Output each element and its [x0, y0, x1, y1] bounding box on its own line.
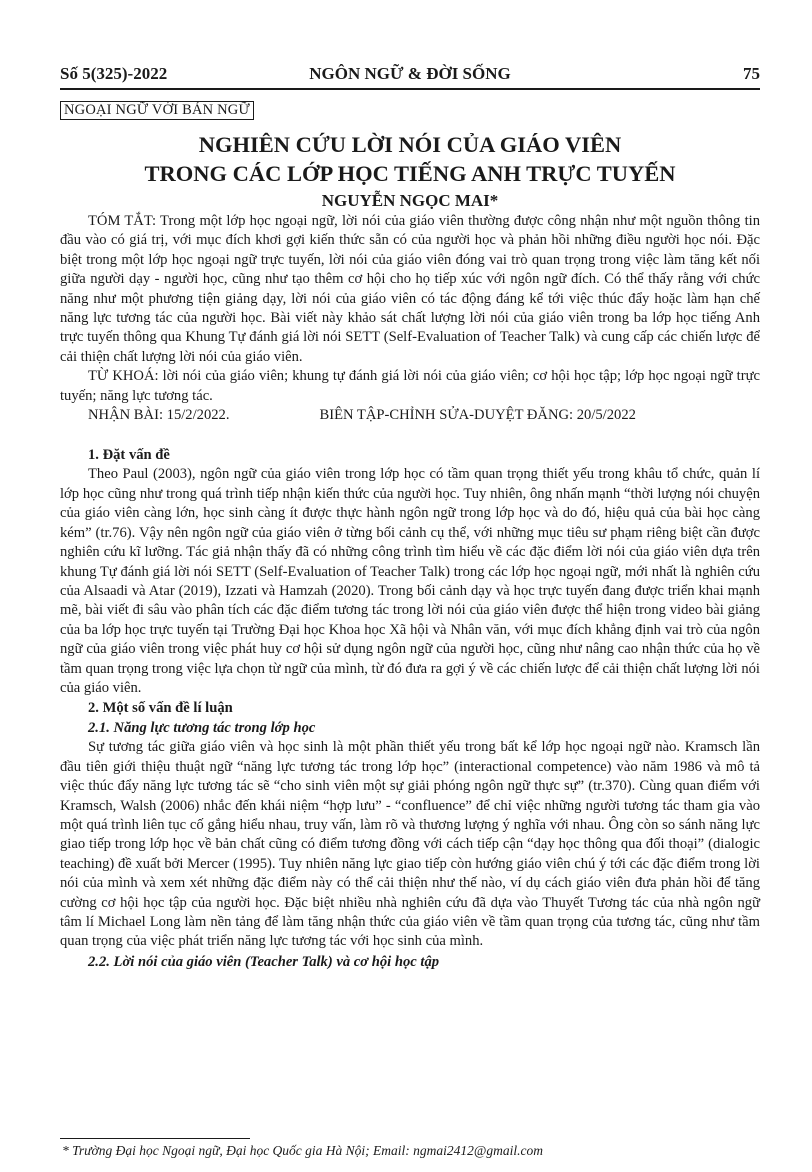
section-2-1-paragraph: Sự tương tác giữa giáo viên và học sinh là một phần thiết yếu trong bất kể lớp học ngoại ngữ nào. Kramsch lần đầu tiên giới thiệu thuật ngữ “năng lực tương tác trong lớp học” (interactional competence) vào năm 1986 và mô tả việc thúc đẩy năng lực tương tác sẽ “cho sinh viên một sự giải phóng ngôn ngữ thực sự” (tr.370). Cùng quan điểm với Kramsch, Walsh (2006) nhắc đến khái niệm “hợp lưu” - “confluence” để chỉ việc những người tương tác tham gia vào một quá trình liên tục cố gắng hiểu nhau, truy vấn, làm rõ và thương lượng ý nghĩa với nhau. Ông còn so sánh năng lực giao tiếp trong lớp học về bản chất cũng có điểm tương đồng với cách tiếp cận “dạy học thông qua đối thoại” (dialogic teaching) đề xuất bởi Mercer (1995). Tuy nhiên năng lực giao tiếp còn hướng giáo viên chú ý tới các đặc điểm trong lời nói của mình và xem xét những đặc điểm này có thể cải thiện như thế nào, ví dụ cách giáo viên đưa phản hồi để tăng cường cơ hội học tập của người học. Đặc biệt nhiều nhà nghiên cứu đã dựa vào Thuyết Tương tác của nhà ngôn ngữ tâm lí Michael Long làm nền tảng để làm tăng nhận thức của giáo viên về tầm quan trọng của tương tác, cũng như tầm quan trọng của việc phát triển năng lực tương tác với học sinh của mình.	[60, 739, 760, 950]
author-footnote: * Trường Đại học Ngoại ngữ, Đại học Quốc gia Hà Nội; Email: ngmai2412@gmail.com	[62, 1143, 543, 1158]
section-2-2-heading: 2.2. Lời nói của giáo viên (Teacher Talk) và cơ hội học tập	[88, 953, 440, 970]
journal-page	[60, 62, 760, 972]
article-title	[60, 130, 760, 188]
issue-number: Số 5(325)-2022	[60, 64, 168, 83]
page-number: 75	[743, 64, 760, 83]
keywords	[60, 367, 760, 406]
journal-title: NGÔN NGỮ & ĐỜI SỐNG	[309, 64, 511, 83]
section-1-heading: 1. Đặt vấn đề	[88, 447, 170, 464]
section-1-paragraph: Theo Paul (2003), ngôn ngữ của giáo viên trong lớp học có tầm quan trọng thiết yếu trong khâu tổ chức, quản lí lớp học cũng như trong quá trình tiếp nhận kiến thức của người học. Tuy nhiên, ông nhấn mạnh “thời lượng nói chuyện của giáo viên càng lớn, học sinh càng ít được thực hành ngôn ngữ trong lớp học và do đó, hiệu quả của bài học càng kém” (tr.76). Vậy nên ngôn ngữ của giáo viên ở từng bối cảnh cụ thể, với những mục tiêu sư phạm riêng biệt cần được nghiên cứu kĩ lưỡng. Tác giả nhận thấy đã có những công trình tìm hiểu về các đặc điểm lời nói của giáo viên dựa trên khung Tự đánh giá lời nói SETT (Self-Evaluation of Teacher Talk) trong các lớp học ngoại ngữ, mới nhất là nghiên cứu của Alsaadi và Atar (2019), Izzati và Hamzah (2020). Trong bối cảnh dạy và học trực tuyến đang được triển khai mạnh mẽ, bài viết đi sâu vào phân tích các đặc điểm tương tác trong lời nói của giáo viên được thể hiện trong video bài giảng của ba lớp học trực tuyến tại Trường Đại học Khoa học Xã hội và Nhân văn, với mục đích khẳng định vai trò của ngôn ngữ của giáo viên trong việc phát huy cơ hội sử dụng ngôn ngữ của người học, cũng như nâng cao nhận thức của họ về tầm quan trọng trong việc lựa chọn từ ngữ của mình, từ đó đưa ra gợi ý về các chiến lược để cải thiện chất lượng lời nói của giáo viên.	[60, 466, 760, 696]
abstract	[60, 212, 760, 367]
abstract-text: Trong một lớp học ngoại ngữ, lời nói của giáo viên thường được công nhận như một nguồn thông tin đầu vào có giá trị, với mục đích khơi gợi kiến thức sẵn có của người học và phản hồi những điều người học nói. Đặc biệt trong một lớp học ngoại ngữ trực tuyến, lời nói của giáo viên đóng vai trò quan trọng trong việc làm tăng kết nối giữa người dạy - người học, cũng như tạo thêm cơ hội cho họ tiếp xúc với ngôn ngữ đích. Có thể thấy rằng với chức năng như một phương tiện giảng dạy, lời nói của giáo viên có tác động đáng kể tới việc thúc đẩy hoặc làm hạn chế năng lực tương tác của người học. Bài viết này khảo sát chất lượng lời nói của giáo viên trong ba lớp học tiếng Anh trực tuyến thông qua Khung Tự đánh giá lời nói SETT (Self-Evaluation of Teacher Talk) và cung cấp các chiến lược để cải thiện chất lượng lời nói của giáo viên.	[60, 213, 760, 365]
abstract-label: TÓM TẮT:	[88, 213, 157, 229]
author-name: NGUYỄN NGỌC MAI*	[321, 191, 499, 210]
article-dates	[60, 406, 760, 425]
footnote-divider	[60, 1138, 250, 1139]
title-line-2: TRONG CÁC LỚP HỌC TIẾNG ANH TRỰC TUYẾN	[144, 161, 676, 186]
keywords-label: TỪ KHOÁ:	[88, 368, 159, 385]
running-header	[60, 62, 760, 90]
section-label: NGOẠI NGỮ VỚI BẢN NGỮ	[60, 101, 254, 120]
section-2-heading: 2. Một số vấn đề lí luận	[88, 700, 233, 717]
title-line-1: NGHIÊN CỨU LỜI NÓI CỦA GIÁO VIÊN	[198, 132, 622, 157]
section-2-1-heading: 2.1. Năng lực tương tác trong lớp học	[88, 720, 316, 737]
edited-date: BIÊN TẬP-CHỈNH SỬA-DUYỆT ĐĂNG: 20/5/2022	[319, 407, 636, 424]
keywords-text: lời nói của giáo viên; khung tự đánh giá lời nói của giáo viên; cơ hội học tập; lớp học ngoại ngữ trực tuyến; năng lực tương tác.	[60, 368, 760, 404]
received-date: NHẬN BÀI: 15/2/2022.	[88, 407, 230, 424]
